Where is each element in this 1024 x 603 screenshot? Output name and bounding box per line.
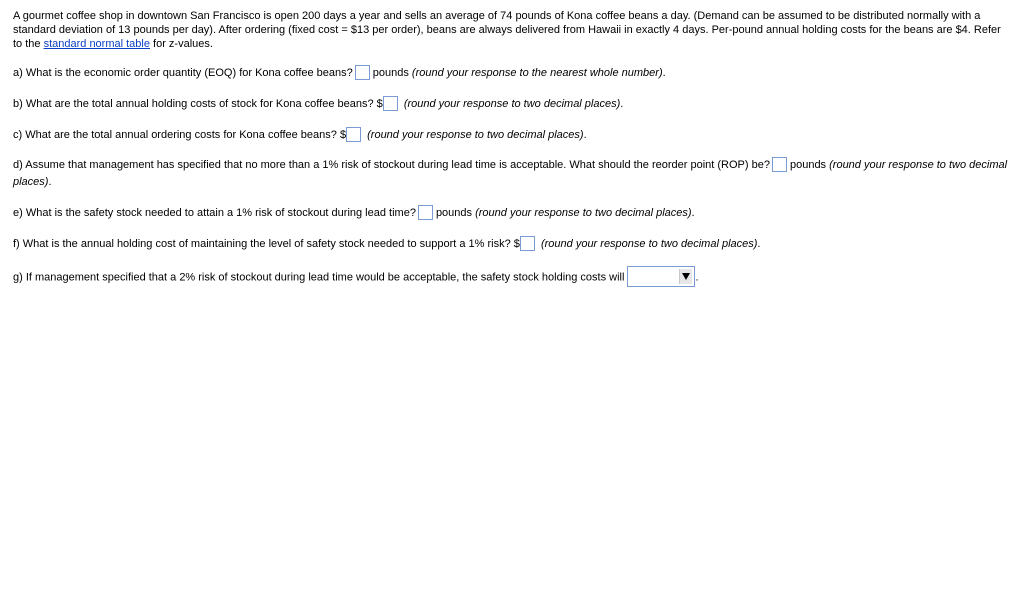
- question-e-text: e) What is the safety stock needed to attain a 1% risk of stockout during lead time?: [13, 207, 416, 219]
- question-f-hint: (round your response to two decimal places): [540, 238, 758, 250]
- question-b-hint: (round your response to two decimal places): [403, 98, 621, 110]
- question-a-end: .: [662, 67, 666, 79]
- question-a-text: a) What is the economic order quantity (EOQ) for Kona coffee beans?: [13, 67, 353, 79]
- safety-stock-change-dropdown[interactable]: [627, 266, 695, 287]
- question-g-end: .: [695, 271, 699, 284]
- question-e-unit: pounds: [435, 207, 473, 219]
- question-b: [13, 95, 1008, 113]
- question-g: [13, 267, 1008, 288]
- eoq-input[interactable]: [355, 65, 370, 80]
- question-d-unit: pounds: [789, 159, 827, 171]
- question-d-hint: (round your response to two decimal places): [13, 159, 1008, 188]
- question-b-end: .: [620, 98, 624, 110]
- question-e-end: .: [691, 207, 695, 219]
- holding-cost-input[interactable]: [383, 96, 398, 111]
- question-f-text: f) What is the annual holding cost of maintaining the level of safety stock needed to support a 1% risk? $: [13, 238, 520, 250]
- safety-stock-input[interactable]: [418, 205, 433, 220]
- question-f: [13, 235, 1008, 253]
- intro-text: A gourmet coffee shop in downtown San Francisco is open 200 days a year and sells an average of 74 pounds of Kona coffee beans a day. (Demand can be assumed to be distributed normally with a standard deviation of 13 pounds per day). After ordering (fixed cost = $13 per order), beans are always delivered from Hawaii in exactly 4 days. Per-pound annual holding costs for the beans are $4. Refer to the: [13, 10, 1001, 50]
- safety-stock-cost-input[interactable]: [520, 236, 535, 251]
- question-d-text: d) Assume that management has specified that no more than a 1% risk of stockout during lead time is acceptable. What should the reorder point (ROP) be?: [13, 159, 770, 171]
- question-a: [13, 64, 1008, 82]
- question-e-hint: (round your response to two decimal places): [475, 207, 692, 219]
- question-c-text: c) What are the total annual ordering costs for Kona coffee beans? $: [13, 129, 347, 141]
- question-b-text: b) What are the total annual holding costs of stock for Kona coffee beans? $: [13, 98, 383, 110]
- question-d: [13, 157, 1008, 191]
- question-a-hint: (round your response to the nearest whole number): [411, 67, 663, 79]
- rop-input[interactable]: [772, 157, 787, 172]
- question-c-hint: (round your response to two decimal places): [367, 129, 584, 141]
- problem-statement: [13, 9, 1008, 51]
- question-d-end: .: [48, 176, 52, 188]
- intro-text-end: for z-values.: [149, 38, 213, 50]
- question-g-text: g) If management specified that a 2% risk of stockout during lead time would be acceptable, the safety stock holding costs will: [13, 271, 625, 284]
- dropdown-arrow-icon[interactable]: [679, 269, 692, 284]
- question-a-unit: pounds: [372, 67, 409, 79]
- question-c-end: .: [583, 129, 587, 141]
- standard-normal-table-link[interactable]: standard normal table: [43, 38, 150, 50]
- question-e: [13, 204, 1008, 222]
- question-f-end: .: [757, 238, 761, 250]
- ordering-cost-input[interactable]: [346, 127, 361, 142]
- question-c: [13, 126, 1008, 144]
